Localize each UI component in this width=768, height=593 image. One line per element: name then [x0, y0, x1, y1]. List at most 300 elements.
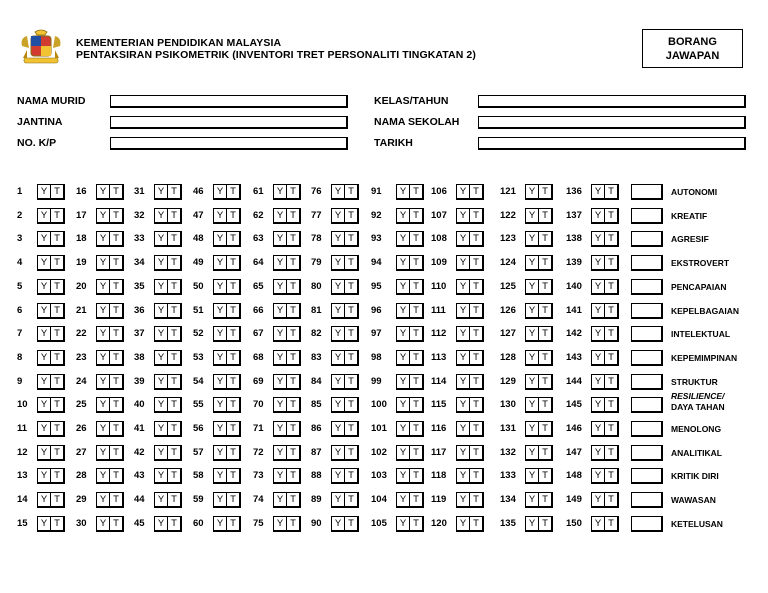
answer-y-option[interactable]: Y	[155, 304, 168, 317]
answer-t-option[interactable]: T	[54, 209, 60, 221]
answer-t-option[interactable]: T	[54, 446, 60, 458]
answer-y-option[interactable]: Y	[397, 398, 410, 411]
answer-y-option[interactable]: Y	[214, 351, 227, 364]
answer-t-option[interactable]: T	[54, 375, 60, 387]
answer-t-option[interactable]: T	[413, 351, 419, 363]
answer-t-option[interactable]: T	[413, 209, 419, 221]
answer-t-option[interactable]: T	[473, 399, 479, 411]
answer-t-option[interactable]: T	[171, 517, 177, 529]
answer-t-option[interactable]: T	[542, 328, 548, 340]
answer-y-option[interactable]: Y	[332, 469, 345, 482]
answer-y-option[interactable]: Y	[397, 351, 410, 364]
answer-t-option[interactable]: T	[542, 517, 548, 529]
answer-y-option[interactable]: Y	[457, 185, 470, 198]
answer-t-option[interactable]: T	[171, 209, 177, 221]
answer-t-option[interactable]: T	[348, 209, 354, 221]
answer-t-option[interactable]: T	[413, 328, 419, 340]
answer-t-option[interactable]: T	[171, 280, 177, 292]
answer-t-option[interactable]: T	[171, 328, 177, 340]
answer-y-option[interactable]: Y	[97, 232, 110, 245]
answer-y-option[interactable]: Y	[397, 256, 410, 269]
jantina-field[interactable]	[110, 116, 348, 129]
answer-t-option[interactable]: T	[473, 494, 479, 506]
answer-t-option[interactable]: T	[230, 280, 236, 292]
answer-y-option[interactable]: Y	[526, 256, 539, 269]
answer-t-option[interactable]: T	[54, 257, 60, 269]
answer-t-option[interactable]: T	[542, 494, 548, 506]
answer-y-option[interactable]: Y	[38, 469, 51, 482]
answer-t-option[interactable]: T	[542, 446, 548, 458]
answer-y-option[interactable]: Y	[274, 517, 287, 530]
answer-t-option[interactable]: T	[54, 399, 60, 411]
answer-t-option[interactable]: T	[54, 517, 60, 529]
answer-t-option[interactable]: T	[348, 494, 354, 506]
trait-score-box[interactable]	[631, 303, 663, 319]
answer-y-option[interactable]: Y	[274, 185, 287, 198]
answer-y-option[interactable]: Y	[38, 280, 51, 293]
answer-t-option[interactable]: T	[290, 470, 296, 482]
answer-y-option[interactable]: Y	[526, 185, 539, 198]
answer-t-option[interactable]: T	[171, 233, 177, 245]
answer-t-option[interactable]: T	[171, 304, 177, 316]
answer-y-option[interactable]: Y	[592, 209, 605, 222]
answer-t-option[interactable]: T	[113, 328, 119, 340]
answer-t-option[interactable]: T	[348, 375, 354, 387]
answer-t-option[interactable]: T	[113, 517, 119, 529]
answer-y-option[interactable]: Y	[97, 351, 110, 364]
answer-t-option[interactable]: T	[230, 375, 236, 387]
answer-y-option[interactable]: Y	[274, 493, 287, 506]
trait-score-box[interactable]	[631, 208, 663, 224]
answer-y-option[interactable]: Y	[526, 375, 539, 388]
answer-t-option[interactable]: T	[113, 470, 119, 482]
answer-y-option[interactable]: Y	[397, 304, 410, 317]
answer-t-option[interactable]: T	[54, 304, 60, 316]
answer-y-option[interactable]: Y	[457, 304, 470, 317]
answer-t-option[interactable]: T	[290, 399, 296, 411]
answer-y-option[interactable]: Y	[274, 209, 287, 222]
answer-t-option[interactable]: T	[413, 304, 419, 316]
answer-y-option[interactable]: Y	[214, 469, 227, 482]
trait-score-box[interactable]	[631, 231, 663, 247]
answer-t-option[interactable]: T	[348, 351, 354, 363]
answer-t-option[interactable]: T	[542, 280, 548, 292]
answer-y-option[interactable]: Y	[592, 327, 605, 340]
answer-t-option[interactable]: T	[290, 280, 296, 292]
trait-score-box[interactable]	[631, 326, 663, 342]
answer-y-option[interactable]: Y	[155, 398, 168, 411]
answer-y-option[interactable]: Y	[97, 327, 110, 340]
answer-t-option[interactable]: T	[542, 186, 548, 197]
answer-y-option[interactable]: Y	[332, 256, 345, 269]
answer-t-option[interactable]: T	[230, 470, 236, 482]
answer-y-option[interactable]: Y	[457, 232, 470, 245]
answer-y-option[interactable]: Y	[274, 304, 287, 317]
answer-y-option[interactable]: Y	[332, 493, 345, 506]
answer-t-option[interactable]: T	[413, 446, 419, 458]
answer-t-option[interactable]: T	[230, 304, 236, 316]
answer-t-option[interactable]: T	[348, 399, 354, 411]
answer-t-option[interactable]: T	[113, 304, 119, 316]
answer-y-option[interactable]: Y	[214, 493, 227, 506]
answer-y-option[interactable]: Y	[332, 209, 345, 222]
answer-t-option[interactable]: T	[171, 494, 177, 506]
answer-y-option[interactable]: Y	[592, 375, 605, 388]
answer-t-option[interactable]: T	[230, 446, 236, 458]
answer-y-option[interactable]: Y	[38, 493, 51, 506]
answer-t-option[interactable]: T	[542, 423, 548, 434]
answer-y-option[interactable]: Y	[592, 493, 605, 506]
answer-t-option[interactable]: T	[348, 328, 354, 340]
answer-y-option[interactable]: Y	[457, 517, 470, 530]
answer-y-option[interactable]: Y	[38, 351, 51, 364]
answer-y-option[interactable]: Y	[397, 422, 410, 435]
answer-y-option[interactable]: Y	[38, 256, 51, 269]
trait-score-box[interactable]	[631, 516, 663, 532]
answer-t-option[interactable]: T	[608, 399, 614, 411]
answer-y-option[interactable]: Y	[155, 209, 168, 222]
answer-y-option[interactable]: Y	[38, 209, 51, 222]
answer-y-option[interactable]: Y	[38, 517, 51, 530]
answer-y-option[interactable]: Y	[38, 375, 51, 388]
answer-t-option[interactable]: T	[113, 423, 119, 434]
answer-y-option[interactable]: Y	[155, 493, 168, 506]
trait-score-box[interactable]	[631, 397, 663, 413]
answer-y-option[interactable]: Y	[526, 469, 539, 482]
answer-t-option[interactable]: T	[413, 257, 419, 269]
answer-y-option[interactable]: Y	[274, 398, 287, 411]
answer-t-option[interactable]: T	[542, 304, 548, 316]
answer-y-option[interactable]: Y	[38, 185, 51, 198]
answer-y-option[interactable]: Y	[155, 446, 168, 459]
answer-y-option[interactable]: Y	[97, 304, 110, 317]
answer-y-option[interactable]: Y	[397, 232, 410, 245]
answer-t-option[interactable]: T	[348, 186, 354, 197]
answer-y-option[interactable]: Y	[97, 469, 110, 482]
trait-score-box[interactable]	[631, 492, 663, 508]
answer-t-option[interactable]: T	[113, 446, 119, 458]
answer-y-option[interactable]: Y	[526, 446, 539, 459]
answer-t-option[interactable]: T	[230, 328, 236, 340]
answer-t-option[interactable]: T	[230, 233, 236, 245]
answer-y-option[interactable]: Y	[274, 232, 287, 245]
answer-y-option[interactable]: Y	[332, 446, 345, 459]
answer-y-option[interactable]: Y	[274, 375, 287, 388]
answer-y-option[interactable]: Y	[155, 232, 168, 245]
answer-t-option[interactable]: T	[171, 375, 177, 387]
answer-t-option[interactable]: T	[413, 233, 419, 245]
answer-t-option[interactable]: T	[413, 186, 419, 197]
answer-y-option[interactable]: Y	[155, 422, 168, 435]
answer-t-option[interactable]: T	[54, 423, 60, 434]
answer-y-option[interactable]: Y	[38, 327, 51, 340]
answer-y-option[interactable]: Y	[155, 469, 168, 482]
answer-y-option[interactable]: Y	[214, 185, 227, 198]
answer-y-option[interactable]: Y	[526, 493, 539, 506]
answer-y-option[interactable]: Y	[155, 185, 168, 198]
answer-y-option[interactable]: Y	[592, 422, 605, 435]
answer-y-option[interactable]: Y	[526, 209, 539, 222]
answer-t-option[interactable]: T	[113, 233, 119, 245]
answer-t-option[interactable]: T	[473, 257, 479, 269]
answer-y-option[interactable]: Y	[526, 422, 539, 435]
answer-t-option[interactable]: T	[54, 186, 60, 197]
nama-murid-field[interactable]	[110, 95, 348, 108]
answer-y-option[interactable]: Y	[214, 327, 227, 340]
answer-t-option[interactable]: T	[413, 470, 419, 482]
answer-t-option[interactable]: T	[608, 328, 614, 340]
answer-y-option[interactable]: Y	[214, 209, 227, 222]
answer-t-option[interactable]: T	[348, 423, 354, 434]
answer-y-option[interactable]: Y	[214, 398, 227, 411]
answer-y-option[interactable]: Y	[214, 422, 227, 435]
answer-y-option[interactable]: Y	[592, 469, 605, 482]
answer-t-option[interactable]: T	[290, 517, 296, 529]
answer-t-option[interactable]: T	[473, 375, 479, 387]
answer-y-option[interactable]: Y	[274, 422, 287, 435]
answer-t-option[interactable]: T	[608, 280, 614, 292]
answer-y-option[interactable]: Y	[397, 209, 410, 222]
answer-y-option[interactable]: Y	[97, 185, 110, 198]
answer-t-option[interactable]: T	[113, 257, 119, 269]
trait-score-box[interactable]	[631, 255, 663, 271]
answer-t-option[interactable]: T	[608, 494, 614, 506]
answer-y-option[interactable]: Y	[526, 327, 539, 340]
answer-y-option[interactable]: Y	[526, 232, 539, 245]
answer-y-option[interactable]: Y	[332, 280, 345, 293]
answer-t-option[interactable]: T	[542, 233, 548, 245]
answer-t-option[interactable]: T	[348, 446, 354, 458]
answer-y-option[interactable]: Y	[332, 398, 345, 411]
answer-t-option[interactable]: T	[473, 233, 479, 245]
answer-t-option[interactable]: T	[230, 494, 236, 506]
answer-t-option[interactable]: T	[542, 470, 548, 482]
answer-t-option[interactable]: T	[290, 351, 296, 363]
answer-t-option[interactable]: T	[348, 304, 354, 316]
answer-y-option[interactable]: Y	[97, 398, 110, 411]
answer-y-option[interactable]: Y	[274, 469, 287, 482]
answer-t-option[interactable]: T	[113, 351, 119, 363]
answer-y-option[interactable]: Y	[332, 351, 345, 364]
answer-y-option[interactable]: Y	[97, 375, 110, 388]
answer-y-option[interactable]: Y	[526, 304, 539, 317]
answer-y-option[interactable]: Y	[397, 375, 410, 388]
trait-score-box[interactable]	[631, 468, 663, 484]
answer-t-option[interactable]: T	[290, 328, 296, 340]
answer-y-option[interactable]: Y	[526, 398, 539, 411]
answer-t-option[interactable]: T	[608, 304, 614, 316]
trait-score-box[interactable]	[631, 279, 663, 295]
answer-y-option[interactable]: Y	[38, 398, 51, 411]
answer-y-option[interactable]: Y	[332, 422, 345, 435]
answer-y-option[interactable]: Y	[457, 493, 470, 506]
answer-t-option[interactable]: T	[608, 375, 614, 387]
answer-y-option[interactable]: Y	[526, 280, 539, 293]
answer-t-option[interactable]: T	[608, 517, 614, 529]
answer-t-option[interactable]: T	[230, 257, 236, 269]
answer-y-option[interactable]: Y	[214, 517, 227, 530]
answer-y-option[interactable]: Y	[214, 256, 227, 269]
answer-t-option[interactable]: T	[473, 328, 479, 340]
answer-t-option[interactable]: T	[171, 351, 177, 363]
answer-y-option[interactable]: Y	[457, 351, 470, 364]
answer-y-option[interactable]: Y	[592, 398, 605, 411]
answer-t-option[interactable]: T	[473, 470, 479, 482]
answer-y-option[interactable]: Y	[97, 493, 110, 506]
answer-t-option[interactable]: T	[608, 257, 614, 269]
answer-y-option[interactable]: Y	[38, 304, 51, 317]
answer-t-option[interactable]: T	[473, 209, 479, 221]
trait-score-box[interactable]	[631, 445, 663, 461]
answer-y-option[interactable]: Y	[592, 351, 605, 364]
answer-y-option[interactable]: Y	[97, 517, 110, 530]
answer-y-option[interactable]: Y	[155, 351, 168, 364]
answer-t-option[interactable]: T	[230, 423, 236, 434]
answer-t-option[interactable]: T	[542, 351, 548, 363]
answer-t-option[interactable]: T	[473, 517, 479, 529]
answer-t-option[interactable]: T	[230, 351, 236, 363]
answer-t-option[interactable]: T	[473, 280, 479, 292]
answer-t-option[interactable]: T	[230, 517, 236, 529]
answer-t-option[interactable]: T	[413, 517, 419, 529]
answer-t-option[interactable]: T	[473, 304, 479, 316]
answer-t-option[interactable]: T	[54, 494, 60, 506]
answer-t-option[interactable]: T	[413, 494, 419, 506]
answer-t-option[interactable]: T	[113, 280, 119, 292]
answer-y-option[interactable]: Y	[397, 469, 410, 482]
answer-y-option[interactable]: Y	[214, 232, 227, 245]
answer-t-option[interactable]: T	[290, 186, 296, 197]
answer-y-option[interactable]: Y	[274, 256, 287, 269]
answer-t-option[interactable]: T	[54, 233, 60, 245]
answer-t-option[interactable]: T	[348, 470, 354, 482]
answer-y-option[interactable]: Y	[457, 280, 470, 293]
answer-y-option[interactable]: Y	[155, 517, 168, 530]
answer-t-option[interactable]: T	[290, 423, 296, 434]
answer-t-option[interactable]: T	[542, 399, 548, 411]
answer-y-option[interactable]: Y	[397, 327, 410, 340]
answer-y-option[interactable]: Y	[592, 256, 605, 269]
answer-y-option[interactable]: Y	[274, 351, 287, 364]
answer-y-option[interactable]: Y	[155, 280, 168, 293]
answer-y-option[interactable]: Y	[97, 256, 110, 269]
answer-y-option[interactable]: Y	[457, 422, 470, 435]
answer-t-option[interactable]: T	[542, 209, 548, 221]
answer-t-option[interactable]: T	[413, 280, 419, 292]
answer-y-option[interactable]: Y	[397, 493, 410, 506]
answer-y-option[interactable]: Y	[155, 256, 168, 269]
answer-t-option[interactable]: T	[473, 186, 479, 197]
answer-t-option[interactable]: T	[608, 351, 614, 363]
answer-y-option[interactable]: Y	[38, 422, 51, 435]
answer-y-option[interactable]: Y	[97, 422, 110, 435]
answer-y-option[interactable]: Y	[38, 446, 51, 459]
answer-t-option[interactable]: T	[348, 517, 354, 529]
answer-y-option[interactable]: Y	[214, 446, 227, 459]
answer-t-option[interactable]: T	[290, 446, 296, 458]
answer-y-option[interactable]: Y	[214, 304, 227, 317]
answer-y-option[interactable]: Y	[397, 517, 410, 530]
answer-y-option[interactable]: Y	[457, 209, 470, 222]
answer-t-option[interactable]: T	[608, 209, 614, 221]
answer-y-option[interactable]: Y	[155, 327, 168, 340]
answer-t-option[interactable]: T	[348, 257, 354, 269]
answer-t-option[interactable]: T	[542, 257, 548, 269]
trait-score-box[interactable]	[631, 184, 663, 200]
answer-y-option[interactable]: Y	[332, 327, 345, 340]
answer-t-option[interactable]: T	[171, 186, 177, 197]
answer-t-option[interactable]: T	[290, 375, 296, 387]
answer-t-option[interactable]: T	[608, 233, 614, 245]
answer-t-option[interactable]: T	[54, 470, 60, 482]
answer-y-option[interactable]: Y	[457, 398, 470, 411]
answer-t-option[interactable]: T	[290, 209, 296, 221]
answer-y-option[interactable]: Y	[97, 280, 110, 293]
answer-y-option[interactable]: Y	[526, 351, 539, 364]
answer-y-option[interactable]: Y	[526, 517, 539, 530]
answer-t-option[interactable]: T	[473, 446, 479, 458]
answer-y-option[interactable]: Y	[592, 280, 605, 293]
answer-y-option[interactable]: Y	[592, 446, 605, 459]
answer-y-option[interactable]: Y	[332, 517, 345, 530]
answer-y-option[interactable]: Y	[97, 446, 110, 459]
answer-t-option[interactable]: T	[171, 423, 177, 434]
kelas-tahun-field[interactable]	[478, 95, 746, 108]
answer-t-option[interactable]: T	[473, 351, 479, 363]
answer-t-option[interactable]: T	[348, 233, 354, 245]
answer-t-option[interactable]: T	[54, 351, 60, 363]
answer-y-option[interactable]: Y	[274, 446, 287, 459]
answer-t-option[interactable]: T	[290, 304, 296, 316]
answer-y-option[interactable]: Y	[397, 185, 410, 198]
trait-score-box[interactable]	[631, 374, 663, 390]
answer-t-option[interactable]: T	[608, 446, 614, 458]
answer-t-option[interactable]: T	[473, 423, 479, 434]
answer-y-option[interactable]: Y	[214, 375, 227, 388]
trait-score-box[interactable]	[631, 421, 663, 437]
answer-t-option[interactable]: T	[171, 470, 177, 482]
answer-y-option[interactable]: Y	[332, 375, 345, 388]
answer-y-option[interactable]: Y	[397, 446, 410, 459]
answer-t-option[interactable]: T	[290, 494, 296, 506]
answer-y-option[interactable]: Y	[332, 304, 345, 317]
answer-t-option[interactable]: T	[113, 186, 119, 197]
answer-y-option[interactable]: Y	[457, 327, 470, 340]
answer-t-option[interactable]: T	[230, 209, 236, 221]
answer-t-option[interactable]: T	[413, 399, 419, 411]
answer-t-option[interactable]: T	[290, 257, 296, 269]
answer-t-option[interactable]: T	[54, 328, 60, 340]
answer-t-option[interactable]: T	[348, 280, 354, 292]
answer-t-option[interactable]: T	[608, 186, 614, 197]
answer-y-option[interactable]: Y	[457, 469, 470, 482]
answer-y-option[interactable]: Y	[397, 280, 410, 293]
answer-t-option[interactable]: T	[608, 423, 614, 434]
answer-y-option[interactable]: Y	[592, 185, 605, 198]
answer-y-option[interactable]: Y	[457, 375, 470, 388]
answer-t-option[interactable]: T	[413, 375, 419, 387]
answer-y-option[interactable]: Y	[332, 185, 345, 198]
answer-y-option[interactable]: Y	[38, 232, 51, 245]
answer-y-option[interactable]: Y	[155, 375, 168, 388]
answer-y-option[interactable]: Y	[592, 517, 605, 530]
answer-t-option[interactable]: T	[113, 209, 119, 221]
trait-score-box[interactable]	[631, 350, 663, 366]
answer-t-option[interactable]: T	[171, 399, 177, 411]
answer-t-option[interactable]: T	[230, 186, 236, 197]
nama-sekolah-field[interactable]	[478, 116, 746, 129]
answer-y-option[interactable]: Y	[457, 446, 470, 459]
